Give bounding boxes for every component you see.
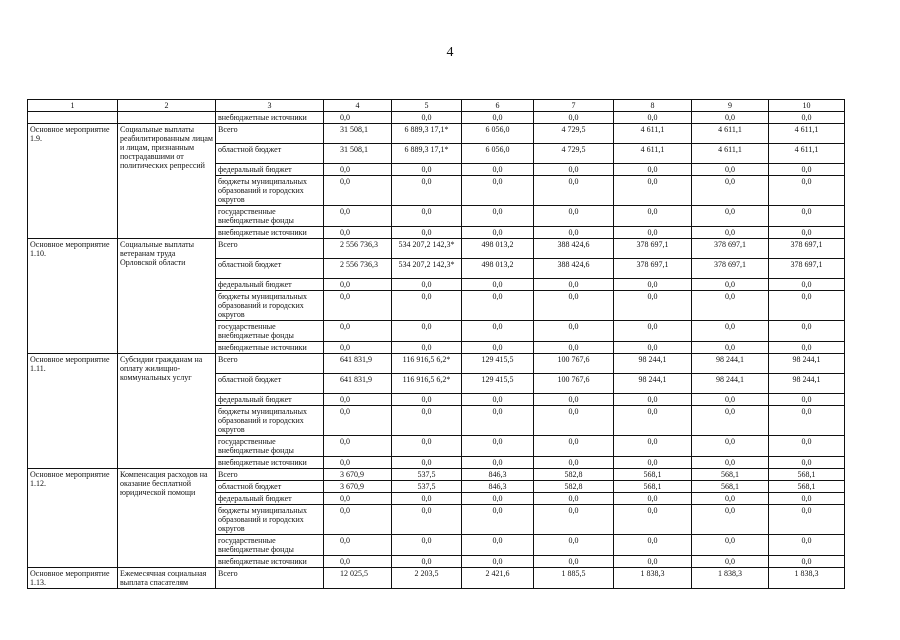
value-cell: 0,0 [769, 493, 845, 505]
value-cell: 31 508,1 [324, 144, 392, 164]
value-cell: 0,0 [324, 457, 392, 469]
value-cell: 0,0 [692, 291, 769, 321]
value-cell: 116 916,5 6,2* [392, 374, 462, 394]
value-cell: 378 697,1 [769, 259, 845, 279]
value-cell: 0,0 [392, 279, 462, 291]
value-cell: 0,0 [534, 321, 614, 342]
funding-source-cell: государственные внебюджетные фонды [216, 206, 324, 227]
table-row [28, 354, 845, 374]
value-cell: 568,1 [769, 469, 845, 481]
value-cell: 0,0 [534, 342, 614, 354]
value-cell: 0,0 [462, 493, 534, 505]
value-cell: 0,0 [614, 436, 692, 457]
funding-source-cell: федеральный бюджет [216, 164, 324, 176]
table-row [28, 112, 845, 124]
value-cell: 0,0 [614, 112, 692, 124]
value-cell: 0,0 [769, 176, 845, 206]
value-cell: 0,0 [614, 176, 692, 206]
value-cell: 0,0 [462, 535, 534, 556]
value-cell: 0,0 [392, 291, 462, 321]
value-cell: 0,0 [692, 164, 769, 176]
value-cell: 0,0 [462, 436, 534, 457]
value-cell: 0,0 [614, 406, 692, 436]
value-cell: 0,0 [692, 112, 769, 124]
value-cell: 0,0 [692, 176, 769, 206]
value-cell: 0,0 [462, 176, 534, 206]
value-cell: 0,0 [769, 535, 845, 556]
measure-name-cell: Основное мероприятие 1.12. [28, 469, 118, 568]
value-cell: 100 767,6 [534, 354, 614, 374]
value-cell: 0,0 [692, 436, 769, 457]
value-cell: 534 207,2 142,3* [392, 259, 462, 279]
value-cell: 0,0 [534, 227, 614, 239]
value-cell: 568,1 [692, 481, 769, 493]
value-cell: 0,0 [324, 406, 392, 436]
funding-source-cell: бюджеты муниципальных образований и городских округов [216, 291, 324, 321]
header-row [28, 100, 845, 112]
value-cell: 6 889,3 17,1* [392, 144, 462, 164]
value-cell: 582,8 [534, 469, 614, 481]
funding-source-cell: Всего [216, 469, 324, 481]
value-cell: 0,0 [324, 493, 392, 505]
value-cell: 0,0 [692, 535, 769, 556]
column-header: 1 [28, 100, 118, 112]
measure-name-cell: Основное мероприятие 1.13. [28, 568, 118, 589]
empty-cell [118, 112, 216, 124]
value-cell: 378 697,1 [769, 239, 845, 259]
funding-source-cell: внебюджетные источники [216, 112, 324, 124]
value-cell: 0,0 [534, 457, 614, 469]
value-cell: 0,0 [324, 176, 392, 206]
value-cell: 98 244,1 [769, 374, 845, 394]
value-cell: 0,0 [614, 164, 692, 176]
value-cell: 0,0 [324, 505, 392, 535]
value-cell: 0,0 [324, 112, 392, 124]
funding-source-cell: внебюджетные источники [216, 556, 324, 568]
value-cell: 0,0 [392, 436, 462, 457]
value-cell: 378 697,1 [614, 259, 692, 279]
value-cell: 4 611,1 [769, 124, 845, 144]
funding-source-cell: внебюджетные источники [216, 227, 324, 239]
value-cell: 0,0 [534, 279, 614, 291]
funding-source-cell: бюджеты муниципальных образований и городских округов [216, 406, 324, 436]
value-cell: 98 244,1 [692, 354, 769, 374]
value-cell: 0,0 [769, 342, 845, 354]
value-cell: 0,0 [692, 206, 769, 227]
value-cell: 6 056,0 [462, 124, 534, 144]
value-cell: 0,0 [769, 321, 845, 342]
funding-source-cell: внебюджетные источники [216, 457, 324, 469]
value-cell: 0,0 [769, 406, 845, 436]
value-cell: 388 424,6 [534, 239, 614, 259]
value-cell: 0,0 [769, 556, 845, 568]
value-cell: 0,0 [614, 556, 692, 568]
measure-description-cell: Социальные выплаты реабилитированным лицам и лицам, признанным пострадавшими от политических репрессий [118, 124, 216, 239]
funding-source-cell: Всего [216, 568, 324, 589]
value-cell: 0,0 [324, 535, 392, 556]
value-cell: 12 025,5 [324, 568, 392, 589]
value-cell: 0,0 [324, 342, 392, 354]
value-cell: 0,0 [462, 206, 534, 227]
value-cell: 0,0 [692, 406, 769, 436]
value-cell: 0,0 [534, 206, 614, 227]
value-cell: 0,0 [392, 206, 462, 227]
value-cell: 0,0 [614, 505, 692, 535]
value-cell: 0,0 [769, 227, 845, 239]
value-cell: 6 889,3 17,1* [392, 124, 462, 144]
value-cell: 568,1 [692, 469, 769, 481]
value-cell: 116 916,5 6,2* [392, 354, 462, 374]
value-cell: 0,0 [534, 505, 614, 535]
value-cell: 2 203,5 [392, 568, 462, 589]
value-cell: 378 697,1 [692, 239, 769, 259]
value-cell: 1 838,3 [769, 568, 845, 589]
value-cell: 0,0 [392, 457, 462, 469]
value-cell: 0,0 [462, 112, 534, 124]
value-cell: 0,0 [324, 279, 392, 291]
column-header: 4 [324, 100, 392, 112]
value-cell: 0,0 [692, 556, 769, 568]
value-cell: 0,0 [534, 556, 614, 568]
value-cell: 0,0 [324, 436, 392, 457]
value-cell: 0,0 [692, 457, 769, 469]
budget-table [27, 99, 845, 589]
value-cell: 0,0 [692, 279, 769, 291]
value-cell: 129 415,5 [462, 354, 534, 374]
value-cell: 568,1 [769, 481, 845, 493]
value-cell: 537,5 [392, 469, 462, 481]
value-cell: 0,0 [462, 342, 534, 354]
funding-source-cell: бюджеты муниципальных образований и городских округов [216, 505, 324, 535]
value-cell: 641 831,9 [324, 354, 392, 374]
measure-description-cell: Субсидии гражданам на оплату жилищно-коммунальных услуг [118, 354, 216, 469]
value-cell: 98 244,1 [769, 354, 845, 374]
value-cell: 0,0 [614, 206, 692, 227]
value-cell: 0,0 [324, 394, 392, 406]
value-cell: 0,0 [462, 394, 534, 406]
value-cell: 98 244,1 [614, 374, 692, 394]
value-cell: 0,0 [534, 406, 614, 436]
value-cell: 0,0 [614, 535, 692, 556]
funding-source-cell: внебюджетные источники [216, 342, 324, 354]
value-cell: 0,0 [462, 556, 534, 568]
value-cell: 378 697,1 [692, 259, 769, 279]
column-header: 10 [769, 100, 845, 112]
column-header: 5 [392, 100, 462, 112]
funding-source-cell: Всего [216, 239, 324, 259]
value-cell: 0,0 [392, 535, 462, 556]
value-cell: 4 611,1 [692, 144, 769, 164]
value-cell: 0,0 [534, 164, 614, 176]
value-cell: 846,3 [462, 481, 534, 493]
value-cell: 4 729,5 [534, 144, 614, 164]
value-cell: 0,0 [769, 436, 845, 457]
value-cell: 568,1 [614, 481, 692, 493]
value-cell: 4 611,1 [692, 124, 769, 144]
funding-source-cell: государственные внебюджетные фонды [216, 535, 324, 556]
value-cell: 498 013,2 [462, 259, 534, 279]
value-cell: 98 244,1 [692, 374, 769, 394]
column-header: 2 [118, 100, 216, 112]
column-header: 3 [216, 100, 324, 112]
value-cell: 0,0 [534, 394, 614, 406]
value-cell: 0,0 [462, 227, 534, 239]
value-cell: 4 611,1 [614, 124, 692, 144]
funding-source-cell: федеральный бюджет [216, 493, 324, 505]
funding-source-cell: областной бюджет [216, 144, 324, 164]
value-cell: 0,0 [692, 493, 769, 505]
value-cell: 0,0 [614, 321, 692, 342]
value-cell: 1 838,3 [692, 568, 769, 589]
value-cell: 1 885,5 [534, 568, 614, 589]
funding-source-cell: областной бюджет [216, 374, 324, 394]
value-cell: 0,0 [392, 227, 462, 239]
empty-cell [28, 112, 118, 124]
column-header: 8 [614, 100, 692, 112]
value-cell: 0,0 [462, 505, 534, 535]
value-cell: 0,0 [392, 493, 462, 505]
value-cell: 0,0 [462, 164, 534, 176]
value-cell: 0,0 [392, 505, 462, 535]
value-cell: 0,0 [769, 279, 845, 291]
table-row [28, 239, 845, 259]
value-cell: 0,0 [534, 112, 614, 124]
value-cell: 0,0 [769, 206, 845, 227]
column-header: 6 [462, 100, 534, 112]
value-cell: 0,0 [462, 457, 534, 469]
value-cell: 0,0 [392, 342, 462, 354]
value-cell: 0,0 [324, 206, 392, 227]
value-cell: 0,0 [324, 164, 392, 176]
value-cell: 582,8 [534, 481, 614, 493]
value-cell: 0,0 [769, 394, 845, 406]
value-cell: 129 415,5 [462, 374, 534, 394]
measure-description-cell: Ежемесячная социальная выплата спасателям [118, 568, 216, 589]
value-cell: 31 508,1 [324, 124, 392, 144]
value-cell: 0,0 [614, 493, 692, 505]
funding-source-cell: государственные внебюджетные фонды [216, 321, 324, 342]
value-cell: 6 056,0 [462, 144, 534, 164]
value-cell: 568,1 [614, 469, 692, 481]
value-cell: 0,0 [769, 112, 845, 124]
measure-name-cell: Основное мероприятие 1.10. [28, 239, 118, 354]
value-cell: 0,0 [534, 176, 614, 206]
value-cell: 0,0 [769, 505, 845, 535]
value-cell: 4 611,1 [614, 144, 692, 164]
value-cell: 0,0 [462, 291, 534, 321]
value-cell: 2 556 736,3 [324, 259, 392, 279]
funding-source-cell: федеральный бюджет [216, 394, 324, 406]
value-cell: 846,3 [462, 469, 534, 481]
funding-source-cell: Всего [216, 124, 324, 144]
value-cell: 0,0 [769, 164, 845, 176]
value-cell: 0,0 [324, 556, 392, 568]
value-cell: 3 670,9 [324, 469, 392, 481]
value-cell: 0,0 [392, 321, 462, 342]
value-cell: 0,0 [324, 227, 392, 239]
value-cell: 0,0 [769, 291, 845, 321]
value-cell: 0,0 [692, 394, 769, 406]
value-cell: 98 244,1 [614, 354, 692, 374]
value-cell: 0,0 [614, 394, 692, 406]
column-header: 7 [534, 100, 614, 112]
value-cell: 0,0 [614, 291, 692, 321]
measure-name-cell: Основное мероприятие 1.9. [28, 124, 118, 239]
value-cell: 0,0 [392, 406, 462, 436]
value-cell: 0,0 [324, 291, 392, 321]
value-cell: 0,0 [534, 436, 614, 457]
value-cell: 0,0 [392, 112, 462, 124]
value-cell: 0,0 [392, 164, 462, 176]
value-cell: 2 421,6 [462, 568, 534, 589]
measure-description-cell: Социальные выплаты ветеранам труда Орловской области [118, 239, 216, 354]
value-cell: 0,0 [462, 321, 534, 342]
value-cell: 0,0 [769, 457, 845, 469]
value-cell: 0,0 [392, 394, 462, 406]
value-cell: 641 831,9 [324, 374, 392, 394]
funding-source-cell: федеральный бюджет [216, 279, 324, 291]
value-cell: 0,0 [462, 279, 534, 291]
value-cell: 498 013,2 [462, 239, 534, 259]
value-cell: 0,0 [462, 406, 534, 436]
value-cell: 378 697,1 [614, 239, 692, 259]
value-cell: 0,0 [614, 227, 692, 239]
page-number: 4 [446, 45, 454, 60]
value-cell: 0,0 [324, 321, 392, 342]
value-cell: 4 611,1 [769, 144, 845, 164]
value-cell: 0,0 [534, 493, 614, 505]
value-cell: 0,0 [692, 227, 769, 239]
column-header: 9 [692, 100, 769, 112]
table-row [28, 568, 845, 589]
value-cell: 100 767,6 [534, 374, 614, 394]
value-cell: 3 670,9 [324, 481, 392, 493]
value-cell: 0,0 [614, 457, 692, 469]
value-cell: 0,0 [614, 342, 692, 354]
value-cell: 0,0 [392, 176, 462, 206]
value-cell: 388 424,6 [534, 259, 614, 279]
funding-source-cell: государственные внебюджетные фонды [216, 436, 324, 457]
value-cell: 534 207,2 142,3* [392, 239, 462, 259]
table-row [28, 124, 845, 144]
value-cell: 1 838,3 [614, 568, 692, 589]
funding-source-cell: областной бюджет [216, 481, 324, 493]
value-cell: 2 556 736,3 [324, 239, 392, 259]
table-row [28, 469, 845, 481]
value-cell: 0,0 [692, 505, 769, 535]
funding-source-cell: бюджеты муниципальных образований и городских округов [216, 176, 324, 206]
value-cell: 0,0 [692, 321, 769, 342]
measure-description-cell: Компенсация расходов на оказание бесплатной юридической помощи [118, 469, 216, 568]
value-cell: 537,5 [392, 481, 462, 493]
value-cell: 4 729,5 [534, 124, 614, 144]
value-cell: 0,0 [534, 291, 614, 321]
value-cell: 0,0 [692, 342, 769, 354]
value-cell: 0,0 [392, 556, 462, 568]
funding-source-cell: Всего [216, 354, 324, 374]
value-cell: 0,0 [534, 535, 614, 556]
funding-source-cell: областной бюджет [216, 259, 324, 279]
value-cell: 0,0 [614, 279, 692, 291]
measure-name-cell: Основное мероприятие 1.11. [28, 354, 118, 469]
